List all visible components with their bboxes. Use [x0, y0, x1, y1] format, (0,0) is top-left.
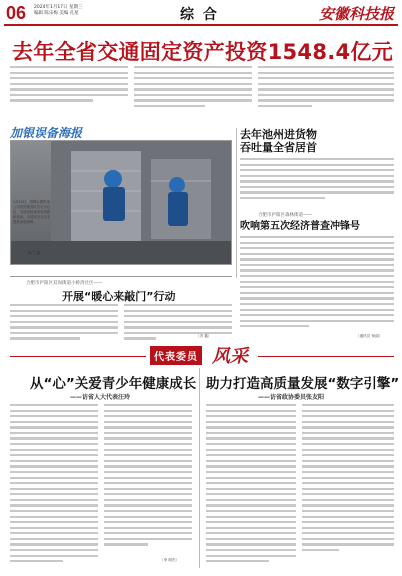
story-3-signature: （冯 鑫） — [196, 334, 212, 338]
right-story-2-body — [240, 236, 394, 332]
feature-banner-label: 代表委员 — [150, 346, 202, 365]
date-block — [34, 5, 82, 17]
editor-line: 编辑 陈乐梅 美编 孔星 — [34, 11, 79, 16]
feature-banner-script: 风采 — [212, 346, 248, 367]
main-body-col-1 — [10, 66, 128, 122]
story-5-subline: ——访省政协委员张友阳 — [258, 394, 325, 401]
main-body-col-2 — [134, 66, 252, 122]
story-4-headline: 从“心”关爱青少年健康成长 — [30, 376, 197, 392]
right-story-2-signature: （通讯员 杨丽） — [356, 334, 383, 338]
story-4-signature: （李 明杰） — [160, 558, 180, 562]
story-3-headline: 开展“暖心来敲门”行动 — [62, 290, 176, 303]
feature-rule-left — [10, 356, 146, 357]
feature-rule-right — [258, 356, 394, 357]
story-5-body-col-2 — [302, 404, 394, 568]
masthead — [0, 0, 402, 26]
right-story-1-headline-line-2: 吞吐量全省居首 — [240, 141, 317, 154]
main-headline: 去年全省交通固定资产投资1548.4亿元 — [12, 40, 394, 64]
right-story-1-headline — [240, 128, 317, 154]
photo-caption: 1月15日，国网合肥供电公司党员服务队员走访社区，为居民检查用电线路和设备，为居民安全过冬提供用电保障。 — [13, 200, 51, 224]
paper-logo: 安徽科技报 — [318, 5, 394, 23]
story-3-kicker: 合肥市庐阳区双岗街道小桥湾社区—— — [26, 281, 103, 286]
story-5-headline: 助力打造高质量发展“数字引擎” — [206, 376, 400, 392]
right-story-1-body — [240, 158, 394, 214]
column-divider — [236, 128, 237, 278]
date-line: 2024年1月17日 星期三 — [34, 5, 83, 10]
photo-section-title: 加银误备海报 — [10, 126, 83, 140]
story-3-body-col-2 — [124, 304, 232, 344]
page-number: 06 — [6, 3, 27, 23]
right-story-2-kicker: 合肥市庐阳区森林街道—— — [258, 213, 312, 218]
right-story-1-headline-line-1: 去年池州进货物 — [240, 128, 317, 141]
masthead-rule — [4, 24, 398, 26]
main-body-col-3 — [258, 66, 394, 122]
story-5-body-col-1 — [206, 404, 296, 568]
story-3-top-rule — [10, 276, 232, 277]
story-3-body-col-1 — [10, 304, 118, 344]
story-4-subline: ——访省人大代表汪玲 — [70, 394, 131, 401]
story-4-body-col-2 — [104, 404, 192, 568]
photo-credit: 陈 兰 摄 — [28, 251, 41, 255]
section-name: 综 合 — [180, 7, 219, 23]
right-story-2-headline: 吹响第五次经济普查冲锋号 — [240, 221, 360, 232]
story-4-body-col-1 — [10, 404, 98, 568]
bottom-column-divider — [199, 368, 200, 568]
feature-banner — [150, 346, 252, 367]
